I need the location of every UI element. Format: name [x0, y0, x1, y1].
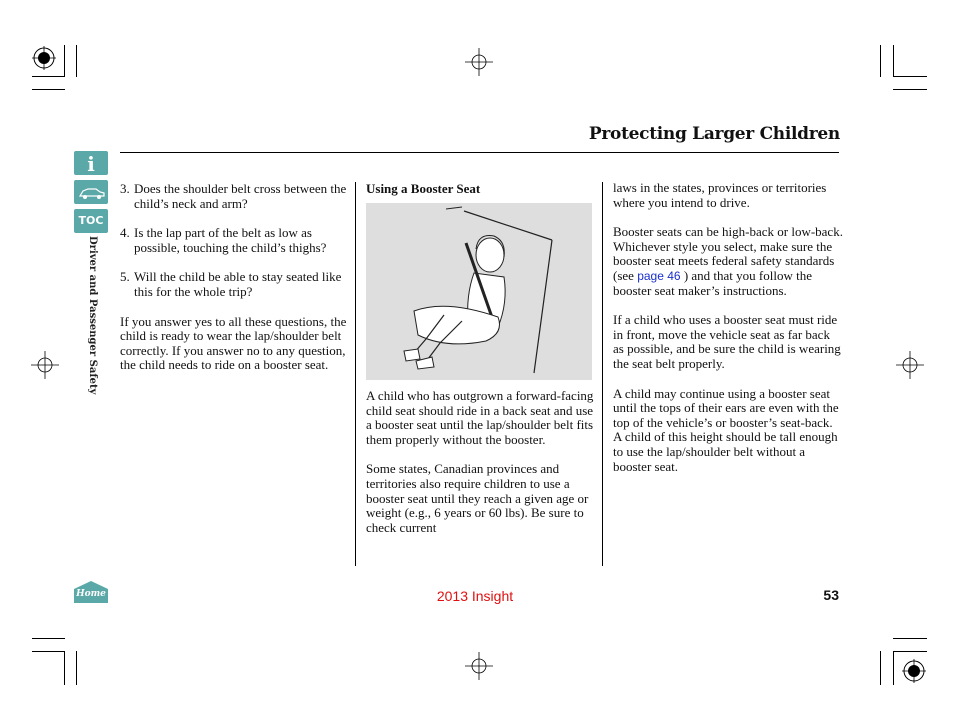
registration-target-icon — [32, 46, 58, 72]
paragraph: If you answer yes to all these questions, the child is ready to wear the lap/shoulder belt correctly. If you answer no to any question, the child needs to ride on a booster seat. — [120, 313, 347, 373]
column-1 — [120, 182, 348, 373]
question-4: Is the lap part of the belt as low as possible, touching the child’s thighs? — [134, 225, 327, 255]
column-3 — [613, 181, 843, 474]
model-name: 2013 Insight — [436, 588, 514, 604]
registration-target-icon — [902, 659, 928, 685]
section-heading: Using a Booster Seat — [366, 181, 481, 196]
paragraph: laws in the states, provinces or territories where you intend to drive. — [613, 180, 827, 210]
toc-label: TOC — [78, 214, 104, 227]
crosshair-icon — [896, 351, 924, 379]
page-number: 53 — [823, 587, 839, 603]
header-rule — [120, 152, 839, 153]
column-2-body — [366, 389, 594, 535]
paragraph: Some states, Canadian provinces and territories also require children to use a booster seat until they reach a given age or weight (e.g., 6 years or 60 lbs). Be sure to check current — [366, 461, 589, 535]
home-label: Home — [76, 589, 106, 599]
question-3: Does the shoulder belt cross between the child’s neck and arm? — [134, 181, 347, 211]
column-divider — [355, 182, 356, 566]
paragraph: Booster seats can be high-back or low-back. Whichever style you select, make sure the booster seat meets federal safety standards (see page 46 ) and that you follow the booster seat maker’s instructions. — [613, 224, 843, 298]
question-5: Will the child be able to stay seated like this for the whole trip? — [134, 269, 342, 299]
page-reference-link[interactable]: page 46 — [637, 268, 681, 283]
crosshair-icon — [465, 48, 493, 76]
list-item: 5. Will the child be able to stay seated like this for the whole trip? — [120, 270, 348, 299]
car-tab-button[interactable] — [74, 180, 108, 204]
car-icon — [74, 180, 108, 204]
page-title: Protecting Larger Children — [588, 124, 840, 144]
list-item: 4. Is the lap part of the belt as low as possible, touching the child’s thighs? — [120, 226, 348, 255]
info-tab-button[interactable] — [74, 151, 108, 175]
crosshair-icon — [31, 351, 59, 379]
paragraph: If a child who uses a booster seat must ride in front, move the vehicle seat as far back as possible, and be sure the child is wearing the seat belt properly. — [613, 312, 841, 371]
info-icon: i — [87, 152, 95, 176]
list-item: 3. Does the shoulder belt cross between the child’s neck and arm? — [120, 181, 347, 211]
paragraph: A child who has outgrown a forward-facing child seat should ride in a back seat and use a booster seat until the lap/shoulder belt fits them properly without the booster. — [366, 388, 594, 447]
paragraph: A child may continue using a booster seat until the tops of their ears are even with the top of the vehicle’s or booster’s seat-back. A child of this height should be tall enough to use the lap/shoulder belt without a booster seat. — [613, 385, 839, 474]
toc-button[interactable] — [74, 209, 108, 233]
home-button[interactable] — [74, 580, 108, 604]
column-divider — [602, 182, 603, 566]
child-in-booster-seat-image — [366, 203, 592, 380]
booster-seat-illustration — [366, 203, 592, 380]
section-label: Driver and Passenger Safety — [87, 236, 98, 395]
column-2 — [366, 182, 594, 197]
crosshair-icon — [465, 652, 493, 680]
